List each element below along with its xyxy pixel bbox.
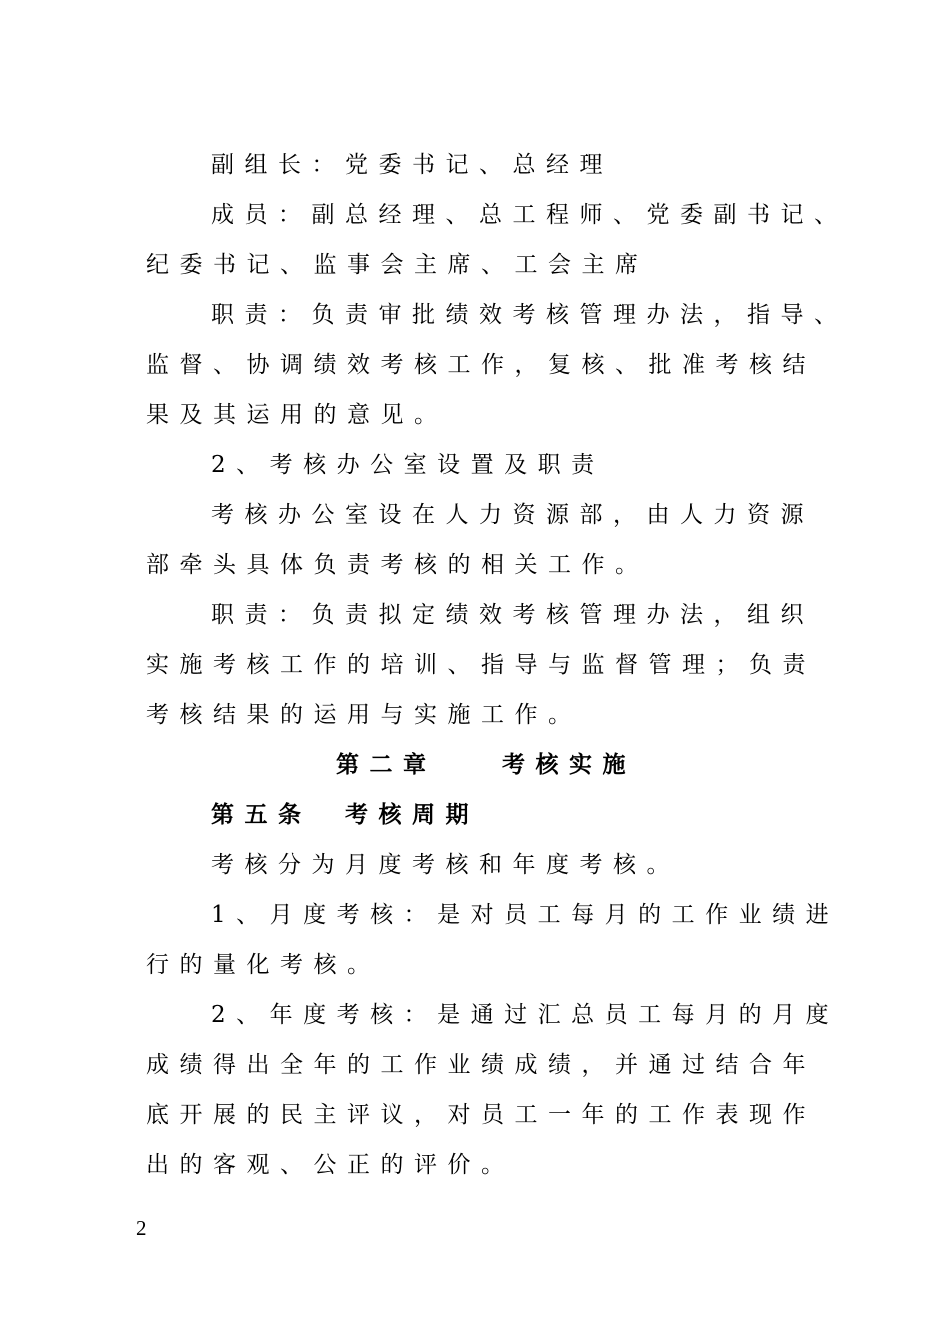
text-line: 底开展的民主评议，对员工一年的工作表现作 <box>146 1102 816 1128</box>
text-line: 2、考核办公室设置及职责 <box>211 452 605 478</box>
text-line: 实施考核工作的培训、指导与监督管理；负责 <box>146 652 816 678</box>
text-line: 成绩得出全年的工作业绩成绩，并通过结合年 <box>146 1052 816 1078</box>
text-line: 2、年度考核：是通过汇总员工每月的月度 <box>211 1002 840 1028</box>
text-line: 考核分为月度考核和年度考核。 <box>211 852 680 878</box>
text-line: 部牵头具体负责考核的相关工作。 <box>146 552 649 578</box>
chapter-number: 第二章 <box>336 752 437 778</box>
text-line: 成员：副总经理、总工程师、党委副书记、 <box>211 202 848 228</box>
text-line: 职责：负责审批绩效考核管理办法，指导、 <box>211 302 848 328</box>
text-line: 副组长：党委书记、总经理 <box>211 152 613 178</box>
text-line: 监督、协调绩效考核工作，复核、批准考核结 <box>146 352 816 378</box>
text-line: 考核结果的运用与实施工作。 <box>146 702 582 728</box>
text-line: 纪委书记、监事会主席、工会主席 <box>146 252 649 278</box>
text-line: 行的量化考核。 <box>146 952 381 978</box>
text-line: 果及其运用的意见。 <box>146 402 448 428</box>
text-line: 职责：负责拟定绩效考核管理办法，组织 <box>211 602 814 628</box>
text-line: 1、月度考核：是对员工每月的工作业绩进 <box>211 902 840 928</box>
page-number: 2 <box>136 1216 147 1240</box>
text-line: 考核办公室设在人力资源部，由人力资源 <box>211 502 814 528</box>
text-line: 出的客观、公正的评价。 <box>146 1152 515 1178</box>
article-heading: 第五条 考核周期 <box>211 802 479 828</box>
chapter-title: 考核实施 <box>502 752 636 778</box>
